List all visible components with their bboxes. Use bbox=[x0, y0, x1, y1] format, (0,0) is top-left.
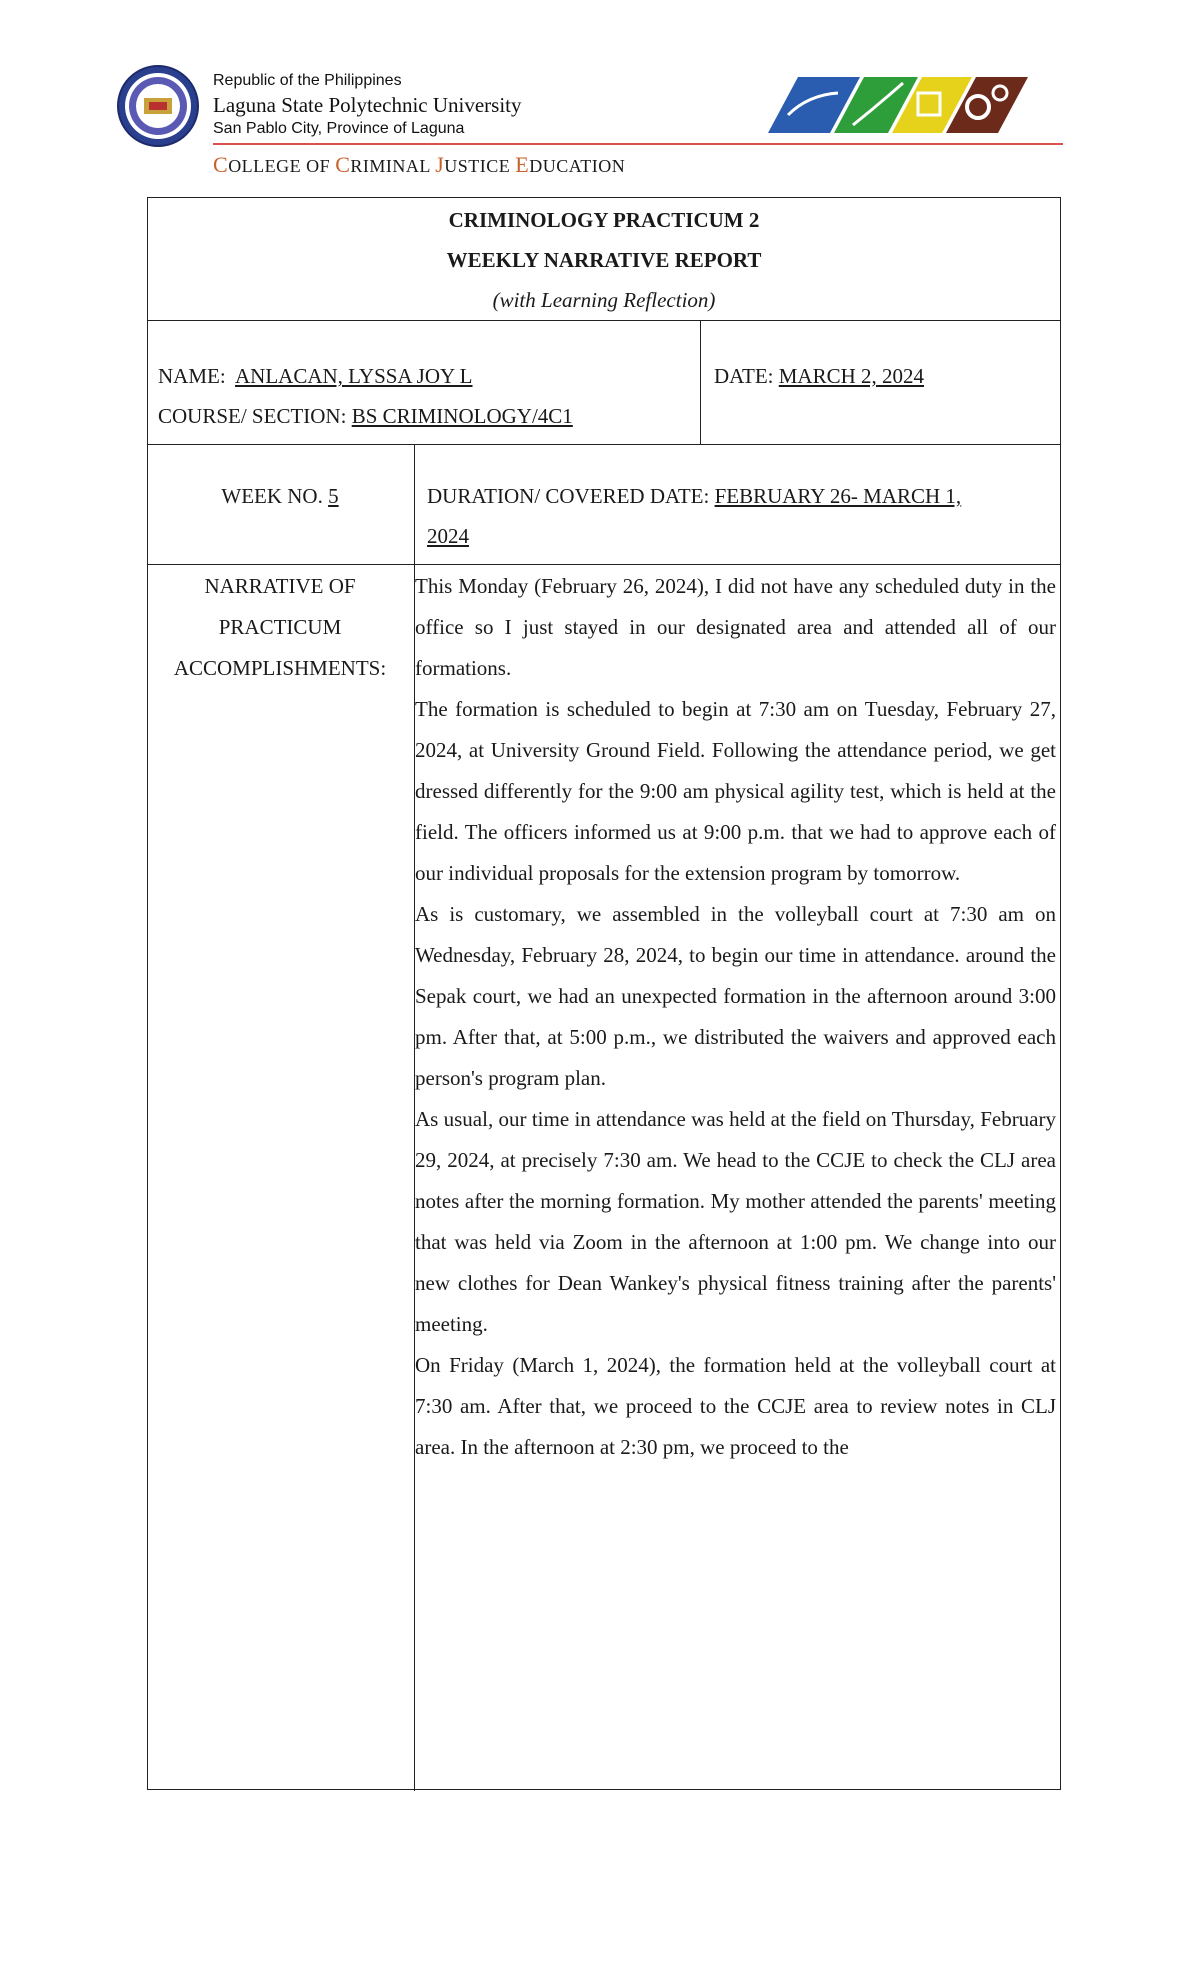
name-label: NAME: bbox=[158, 364, 226, 388]
college-word-rest: RIMINAL bbox=[350, 156, 436, 176]
narrative-label-line: NARRATIVE OF bbox=[204, 574, 356, 598]
narrative-label bbox=[148, 566, 412, 689]
college-word-cap: E bbox=[515, 152, 530, 177]
form-title-report: WEEKLY NARRATIVE REPORT bbox=[446, 248, 762, 272]
form-title-practicum: CRIMINOLOGY PRACTICUM 2 bbox=[448, 208, 760, 232]
college-word-cap: J bbox=[435, 152, 445, 177]
narrative-label-line: ACCOMPLISHMENTS: bbox=[173, 656, 387, 680]
date-field bbox=[714, 356, 924, 396]
narrative-paragraph: As usual, our time in attendance was held at the field on Thursday, February 29, 2024, at precisely 7:30 am. We head to the CCJE to check the CLJ area notes after the morning formation. My mother attended the parents' meeting that was held via Zoom in the afternoon at 1:00 pm. We change into our new clothes for Dean Wankey's physical fitness training after the parents' meeting. bbox=[415, 1107, 1056, 1336]
university-name: Laguna State Polytechnic University bbox=[213, 93, 522, 117]
university-location: San Pablo City, Province of Laguna bbox=[213, 120, 465, 137]
narrative-body bbox=[415, 566, 1056, 1468]
date-label: DATE: bbox=[714, 364, 774, 388]
college-name bbox=[213, 152, 625, 178]
header-divider bbox=[213, 143, 1063, 145]
row-divider bbox=[148, 444, 1060, 445]
narrative-label-line: PRACTICUM bbox=[218, 615, 342, 639]
duration-label: DURATION/ COVERED DATE: bbox=[427, 484, 710, 508]
date-value: MARCH 2, 2024 bbox=[778, 364, 925, 388]
week-label: WEEK NO. bbox=[221, 484, 323, 508]
course-value: BS CRIMINOLOGY/4C1 bbox=[351, 404, 573, 428]
college-word-rest: OLLEGE OF bbox=[228, 156, 336, 176]
form-title-section bbox=[148, 198, 1060, 320]
narrative-paragraph: On Friday (March 1, 2024), the formation held at the volleyball court at 7:30 am. After that, we proceed to the CCJE area to review notes in CLJ area. In the afternoon at 2:30 pm, we proceed to the bbox=[415, 1353, 1056, 1459]
college-word-rest: DUCATION bbox=[529, 156, 626, 176]
week-field bbox=[148, 476, 412, 516]
republic-text: Republic of the Philippines bbox=[213, 72, 402, 89]
college-word-cap: C bbox=[335, 152, 351, 177]
college-banner-logo bbox=[768, 75, 1028, 135]
college-word-cap: C bbox=[213, 152, 229, 177]
header-text-block bbox=[213, 70, 522, 140]
narrative-paragraph: This Monday (February 26, 2024), I did not have any scheduled duty in the office so I just stayed in our designated area and attended all of our formations. bbox=[415, 574, 1056, 680]
column-divider bbox=[700, 320, 701, 444]
university-seal-icon bbox=[116, 64, 200, 148]
week-value: 5 bbox=[328, 484, 339, 508]
course-label: COURSE/ SECTION: bbox=[158, 404, 347, 428]
duration-value-year: 2024 bbox=[427, 524, 469, 548]
duration-field-continued bbox=[427, 516, 469, 556]
college-word-rest: USTICE bbox=[444, 156, 516, 176]
document-header bbox=[0, 0, 1200, 190]
name-field bbox=[158, 356, 473, 396]
narrative-paragraph: As is customary, we assembled in the volleyball court at 7:30 am on Wednesday, February 28, 2024, to begin our time in attendance. around the Sepak court, we had an unexpected formation in the afternoon around 3:00 pm. After that, at 5:00 p.m., we distributed the waivers and approved each person's program plan. bbox=[415, 902, 1056, 1090]
form-subtitle: (with Learning Reflection) bbox=[492, 288, 716, 312]
duration-field bbox=[427, 476, 961, 516]
narrative-report-form bbox=[147, 197, 1061, 1790]
duration-value: FEBRUARY 26- MARCH 1, bbox=[714, 484, 962, 508]
row-divider bbox=[148, 564, 1060, 565]
row-divider bbox=[148, 320, 1060, 321]
name-value: ANLACAN, LYSSA JOY L bbox=[235, 364, 473, 388]
course-field bbox=[158, 396, 573, 436]
narrative-paragraph: The formation is scheduled to begin at 7:30 am on Tuesday, February 27, 2024, at University Ground Field. Following the attendance period, we get dressed differently for the 9:00 am physical agility test, which is held at the field. The officers informed us at 9:00 p.m. that we had to approve each of our individual proposals for the extension program by tomorrow. bbox=[415, 697, 1056, 885]
